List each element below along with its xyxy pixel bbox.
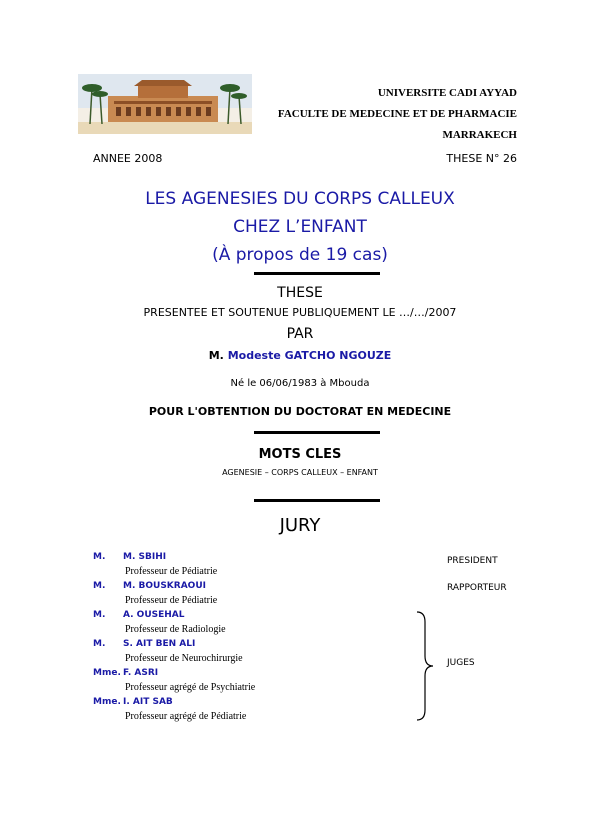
jury-member-title: M.	[93, 581, 106, 591]
jury-member-role: Professeur de Pédiatrie	[125, 595, 218, 606]
jury-member-title: M.	[93, 639, 106, 649]
jury-heading: JURY	[279, 515, 321, 536]
jury-member-name: M. SBIHI	[123, 552, 167, 562]
jury-member-name: I. AIT SAB	[123, 697, 173, 707]
divider	[254, 272, 380, 275]
jury-member-title: Mme.	[93, 697, 121, 707]
jury-member-title: M.	[93, 610, 106, 620]
thesis-title-line-1: LES AGENESIES DU CORPS CALLEUX	[145, 189, 455, 209]
thesis-label: THESE	[277, 285, 323, 301]
curly-brace-icon	[415, 610, 435, 722]
faculty-building-logo	[78, 74, 252, 134]
divider	[254, 499, 380, 502]
university-name: UNIVERSITE CADI AYYAD	[377, 87, 517, 99]
author-line	[0, 349, 600, 362]
thesis-number: THESE N° 26	[446, 152, 517, 165]
thesis-title-line-2: CHEZ L’ENFANT	[233, 217, 367, 237]
city-name: MARRAKECH	[442, 129, 517, 141]
thesis-title-line-3: (À propos de 19 cas)	[212, 245, 388, 265]
jury-member-role: Professeur de Neurochirurgie	[125, 653, 243, 664]
author-prefix: M.	[208, 349, 228, 362]
jury-function-president: PRESIDENT	[447, 556, 498, 566]
academic-year: ANNEE 2008	[93, 152, 163, 165]
jury-member-name: A. OUSEHAL	[123, 610, 185, 620]
jury-function-juges: JUGES	[447, 658, 475, 668]
birth-info: Né le 06/06/1983 à Mbouda	[230, 378, 370, 389]
jury-member-role: Professeur agrégé de Psychiatrie	[125, 682, 256, 693]
faculty-name: FACULTE DE MEDECINE ET DE PHARMACIE	[277, 108, 517, 120]
divider	[254, 431, 380, 434]
jury-member-name: M. BOUSKRAOUI	[123, 581, 206, 591]
par-label: PAR	[286, 326, 314, 342]
degree-purpose: POUR L'OBTENTION DU DOCTORAT EN MEDECINE	[148, 405, 452, 418]
jury-member-role: Professeur de Pédiatrie	[125, 566, 218, 577]
keywords-heading: MOTS CLES	[258, 447, 342, 462]
jury-member-title: Mme.	[93, 668, 121, 678]
author-name: Modeste GATCHO NGOUZE	[227, 349, 392, 362]
jury-member-name: F. ASRI	[123, 668, 159, 678]
jury-member-role: Professeur agrégé de Pédiatrie	[125, 711, 247, 722]
keywords-list: AGENESIE – CORPS CALLEUX – ENFANT	[222, 468, 378, 477]
presentation-statement: PRESENTEE ET SOUTENUE PUBLIQUEMENT LE …/…/2007	[143, 306, 457, 319]
jury-member-title: M.	[93, 552, 106, 562]
jury-function-rapporteur: RAPPORTEUR	[447, 583, 507, 593]
jury-member-name: S. AIT BEN ALI	[123, 639, 196, 649]
jury-member-role: Professeur de Radiologie	[125, 624, 226, 635]
